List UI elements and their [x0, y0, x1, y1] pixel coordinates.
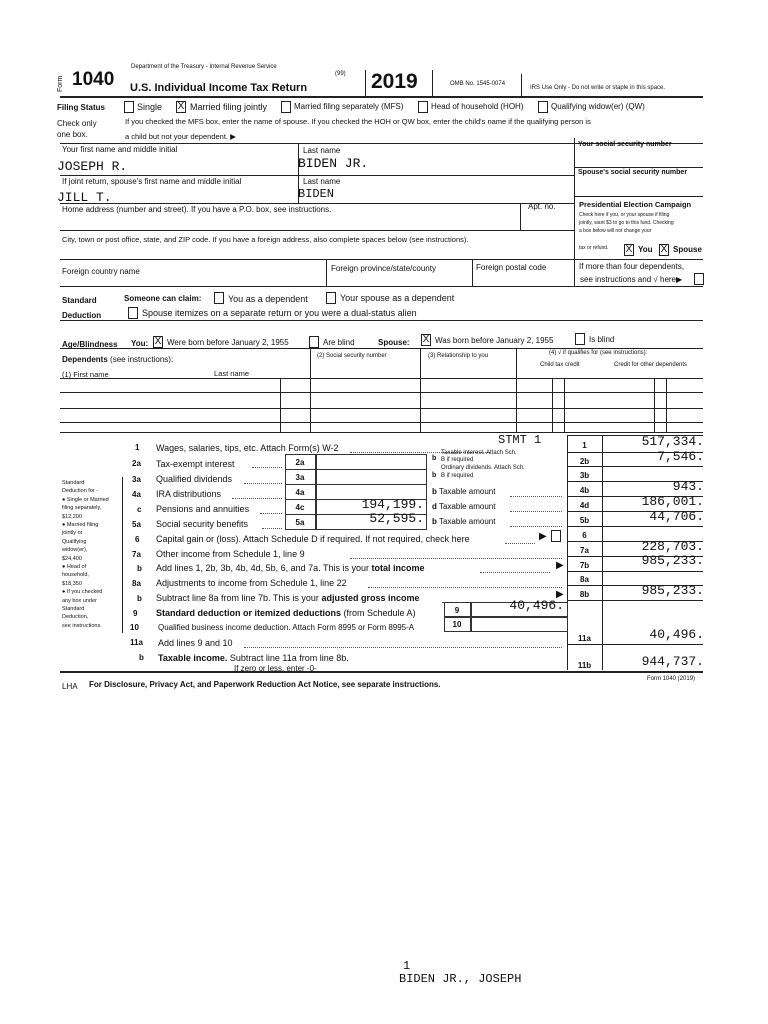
line-11b-amount[interactable]: 944,737.	[641, 654, 704, 669]
dep-relationship-header: (3) Relationship to you	[428, 353, 489, 359]
line-4c-amount[interactable]: 194,199.	[361, 497, 424, 512]
first-name-value[interactable]: JOSEPH R.	[57, 159, 128, 174]
qw-label: Qualifying widow(er) (QW)	[551, 102, 645, 111]
line-4b-text: b Taxable amount	[432, 487, 496, 496]
line-2a-text: Tax-exempt interest	[156, 459, 235, 469]
sidebar-line: $18,350	[62, 580, 82, 587]
line-11a-text: Add lines 9 and 10	[158, 638, 233, 648]
line-7b-text: Add lines 1, 2b, 3b, 4b, 4d, 5b, 6, and 7a. This is your total income	[156, 563, 425, 573]
spouse-born-checkbox[interactable]: X	[422, 334, 430, 345]
sidebar-line: Standard	[62, 480, 85, 486]
hoh-checkbox[interactable]	[418, 101, 428, 113]
apt-no-label: Apt. no.	[528, 202, 556, 211]
filing-status-label: Filing Status	[57, 103, 105, 112]
spouse-first-name-value[interactable]: JILL T.	[57, 190, 112, 205]
line-11b-box: 11b	[577, 661, 592, 670]
dep-first-name-header: (1) First name	[62, 370, 109, 379]
age-blindness-label: Age/Blindness	[62, 340, 118, 349]
disclosure-notice: For Disclosure, Privacy Act, and Paperwork Reduction Act Notice, see separate instructions.	[89, 680, 441, 689]
sidebar-line: household,	[62, 572, 89, 579]
line-4c-text: Pensions and annuities	[156, 504, 250, 514]
you-dependent-checkbox[interactable]	[214, 292, 224, 304]
line-1-num: 1	[135, 443, 140, 452]
form-vertical-label: Form	[57, 75, 64, 92]
line-4c-box: 4c	[295, 503, 305, 512]
age-you-label: You:	[131, 339, 149, 348]
line-9-num: 9	[133, 609, 138, 618]
code-99: (99)	[335, 71, 346, 77]
you-blind-label: Are blind	[323, 338, 355, 347]
line-5a-num: 5a	[132, 520, 141, 529]
spouse-last-name-label: Last name	[303, 177, 341, 186]
line-2b-text: Taxable interest. Attach Sch.	[441, 450, 517, 456]
line-6-num: 6	[135, 535, 140, 544]
line-3b-box: 3b	[579, 471, 590, 480]
spouse-first-name-label: If joint return, spouse's first name and middle initial	[62, 177, 242, 186]
omb-number: OMB No. 1545-0074	[450, 81, 506, 87]
sidebar-line: $12,200	[62, 513, 82, 520]
spouse-born-label: Was born before January 2, 1955	[435, 336, 554, 345]
line-11a-amount[interactable]: 40,496.	[649, 627, 704, 642]
taxpayer-name-footer: BIDEN JR., JOSEPH	[399, 972, 522, 986]
line-5b-box: 5b	[579, 516, 590, 525]
line-4b-amount[interactable]: 943.	[672, 479, 704, 494]
department-label: Department of the Treasury - Internal Revenue Service	[131, 64, 277, 70]
line-6-checkbox[interactable]	[551, 530, 561, 542]
pec-you-checkbox[interactable]: X	[625, 244, 633, 255]
foreign-postal-label: Foreign postal code	[476, 263, 547, 272]
sidebar-line: ● Married filing	[62, 522, 99, 528]
you-born-label: Were born before January 2, 1955	[167, 338, 289, 347]
line-11a-num: 11a	[130, 638, 143, 647]
four-dependents-checkbox[interactable]	[694, 273, 704, 285]
line-2a-amount[interactable]	[315, 454, 427, 470]
line-9-text: Standard deduction or itemized deductions (from Schedule A)	[156, 608, 416, 618]
line-8a-num: 8a	[132, 579, 141, 588]
line-2b-amount[interactable]: 7,546.	[657, 449, 704, 464]
sidebar-line: jointly or	[62, 530, 83, 537]
pec-text-3: a box below will not change your	[579, 228, 652, 234]
spouse-blind-label: Is blind	[589, 335, 615, 344]
standard-label: Standard	[62, 296, 97, 305]
line-10-num: 10	[130, 623, 139, 632]
tax-year: 2019	[371, 70, 418, 93]
line-11b-text: Taxable income. Subtract line 11a from line 8b.	[158, 653, 349, 663]
line-3a-amount[interactable]	[315, 469, 427, 485]
someone-can-claim: Someone can claim:	[124, 294, 202, 303]
line-5a-box: 5a	[295, 518, 305, 527]
line-2b-text-2: B if required	[441, 457, 474, 463]
single-label: Single	[137, 102, 163, 112]
line-8a-box: 8a	[580, 575, 589, 584]
sidebar-line: ● If you checked	[62, 589, 103, 596]
sidebar-line: filing separately,	[62, 505, 102, 512]
pec-text-2: jointly, want $3 to go to this fund. Checking	[579, 220, 674, 226]
line-7a-amount[interactable]: 228,703.	[641, 539, 704, 554]
last-name-value[interactable]: BIDEN JR.	[298, 156, 369, 171]
spouse-itemizes-checkbox[interactable]	[128, 307, 138, 319]
line-5b-amount[interactable]: 44,706.	[649, 509, 704, 524]
first-name-label: Your first name and middle initial	[62, 145, 178, 154]
line-7a-text: Other income from Schedule 1, line 9	[156, 549, 305, 559]
spouse-blind-checkbox[interactable]	[575, 333, 585, 345]
line-5a-amount[interactable]: 52,595.	[369, 511, 424, 526]
stmt-1-label: STMT 1	[498, 433, 542, 447]
line-6-text: Capital gain or (loss). Attach Schedule D if required. If not required, check here	[156, 534, 470, 544]
form-number: 1040	[72, 69, 115, 90]
line-2a-num: 2a	[132, 459, 141, 468]
line-1-box: 1	[582, 441, 587, 450]
line-4d-text: d Taxable amount	[432, 502, 496, 511]
line-3b-text-2: B if required	[441, 473, 474, 479]
line-11b-text-2: If zero or less, enter -0-	[234, 664, 317, 673]
line-4a-box: 4a	[295, 488, 305, 497]
form-title: U.S. Individual Income Tax Return	[130, 82, 308, 94]
filing-instructions: If you checked the MFS box, enter the name of spouse. If you checked the HOH or QW box, enter the child's name if the qualifying person is	[125, 117, 591, 126]
dep-child-credit-header: Child tax credit	[540, 362, 580, 368]
line-1-text: Wages, salaries, tips, etc. Attach Form(s) W-2	[156, 443, 339, 453]
hoh-label: Head of household (HOH)	[431, 102, 524, 111]
line-2b-letter: b	[432, 455, 437, 462]
line-7b-arrow-icon: ▶	[556, 560, 564, 571]
pec-text-4: tax or refund.	[579, 245, 609, 251]
pec-text-1: Check here if you, or your spouse if filing	[579, 212, 670, 218]
sidebar-line: Deduction,	[62, 614, 89, 621]
line-3b-letter: b	[432, 472, 437, 479]
filing-instructions-2: a child but not your dependent. ▶	[125, 132, 236, 141]
spouse-itemizes-label: Spouse itemizes on a separate return or you were a dual-status alien	[142, 308, 417, 318]
line-7b-box: 7b	[579, 561, 590, 570]
line-5b-text: b Taxable amount	[432, 517, 496, 526]
page-number: 1	[403, 959, 411, 973]
line-6-arrow-icon: ▶	[539, 531, 547, 542]
line-10-amount[interactable]	[470, 616, 568, 632]
dep-qualifies-header: (4) √ if qualifies for (see instructions):	[549, 350, 648, 356]
single-checkbox[interactable]	[124, 101, 134, 113]
dep-last-name-header: Last name	[214, 369, 250, 378]
spouse-ssn-label: Spouse's social security number	[578, 169, 688, 176]
sidebar-line: Standard	[62, 606, 85, 612]
line-8b-box: 8b	[579, 590, 590, 599]
ssn-label: Your social security number	[578, 141, 672, 148]
line-2a-box: 2a	[295, 458, 305, 467]
you-born-checkbox[interactable]: X	[154, 336, 162, 347]
line-7b-amount[interactable]: 985,233.	[641, 553, 704, 568]
four-dependents-label-2: see instructions and √ here▶	[580, 275, 683, 284]
age-spouse-label: Spouse:	[378, 338, 410, 347]
line-8a-text: Adjustments to income from Schedule 1, line 22	[156, 578, 347, 588]
line-4a-text: IRA distributions	[156, 489, 222, 499]
line-c-num: c	[137, 505, 142, 514]
line-7b-num: b	[137, 564, 142, 573]
pec-you-label: You	[638, 245, 653, 254]
home-address-label: Home address (number and street). If you have a P.O. box, see instructions.	[62, 205, 332, 214]
spouse-dependent-label: Your spouse as a dependent	[340, 293, 455, 303]
sidebar-line: Deduction for -	[62, 488, 99, 495]
city-label: City, town or post office, state, and ZIP code. If you have a foreign address, also complete spaces below (see instructions).	[62, 235, 469, 244]
foreign-province-label: Foreign province/state/county	[331, 264, 436, 273]
line-9-box: 9	[454, 606, 460, 615]
pec-spouse-label: Spouse	[673, 245, 702, 254]
line-8b-text: Subtract line 8a from line 7b. This is your adjusted gross income	[156, 593, 420, 603]
qw-checkbox[interactable]	[538, 101, 548, 113]
spouse-last-name-value[interactable]: BIDEN	[298, 187, 335, 201]
last-name-label: Last name	[303, 146, 341, 155]
sidebar-line: see instructions.	[62, 622, 102, 629]
line-4a-num: 4a	[132, 490, 141, 499]
line-3a-num: 3a	[132, 475, 141, 484]
mfs-label: Married filing separately (MFS)	[294, 102, 404, 111]
check-only-label: Check only	[57, 119, 97, 128]
mfj-label: Married filing jointly	[190, 102, 268, 112]
line-8b-amount[interactable]: 985,233.	[641, 583, 704, 598]
sidebar-line: any box under	[62, 597, 97, 604]
line-2b-box: 2b	[579, 457, 590, 466]
line-6-box: 6	[582, 531, 587, 540]
line-7a-box: 7a	[580, 546, 589, 555]
line-4d-amount[interactable]: 186,001.	[641, 494, 704, 509]
sidebar-line: ● Head of	[62, 564, 87, 570]
sidebar-line: widow(er),	[62, 547, 88, 554]
form-reference: Form 1040 (2019)	[647, 676, 696, 682]
dep-other-credit-header: Credit for other dependents	[614, 362, 688, 368]
line-3a-text: Qualified dividends	[156, 474, 233, 484]
line-10-text: Qualified business income deduction. Attach Form 8995 or Form 8995-A	[158, 623, 415, 632]
line-9-amount[interactable]: 40,496.	[509, 598, 564, 613]
you-dependent-label: You as a dependent	[228, 294, 308, 304]
pec-title: Presidential Election Campaign	[579, 200, 692, 209]
sidebar-line: $24,400	[62, 555, 82, 562]
line-7a-num: 7a	[132, 550, 141, 559]
you-blind-checkbox[interactable]	[309, 336, 319, 348]
line-10-box: 10	[452, 620, 462, 629]
line-5a-text: Social security benefits	[156, 519, 249, 529]
dependents-title: Dependents (see instructions):	[62, 355, 174, 364]
one-box-label: one box.	[57, 130, 88, 139]
sidebar-line: Qualifying	[62, 538, 87, 545]
standard-deduction-sidebar	[60, 477, 123, 633]
line-4d-box: 4d	[579, 501, 590, 510]
sidebar-line: ● Single or Married	[62, 496, 109, 503]
mfs-checkbox[interactable]	[281, 101, 291, 113]
line-1-amount[interactable]: 517,334.	[641, 434, 704, 449]
line-8b-arrow-icon: ▶	[556, 589, 564, 600]
mfj-checkbox[interactable]: X	[177, 101, 185, 112]
four-dependents-label: If more than four dependents,	[579, 262, 684, 271]
dep-ssn-header: (2) Social security number	[317, 353, 387, 359]
deduction-label: Deduction	[62, 311, 102, 320]
line-8b-num: b	[137, 594, 142, 603]
line-11a-box: 11a	[578, 634, 591, 643]
line-11b-num: b	[139, 653, 144, 662]
lha-label: LHA	[62, 682, 78, 691]
pec-spouse-checkbox[interactable]: X	[660, 244, 668, 255]
irs-use-only: IRS Use Only - Do not write or staple in this space.	[530, 85, 666, 91]
line-3a-box: 3a	[295, 473, 305, 482]
line-3b-text: Ordinary dividends. Attach Sch.	[441, 465, 525, 471]
spouse-dependent-checkbox[interactable]	[326, 292, 336, 304]
line-4b-box: 4b	[579, 486, 590, 495]
foreign-country-label: Foreign country name	[62, 267, 140, 276]
